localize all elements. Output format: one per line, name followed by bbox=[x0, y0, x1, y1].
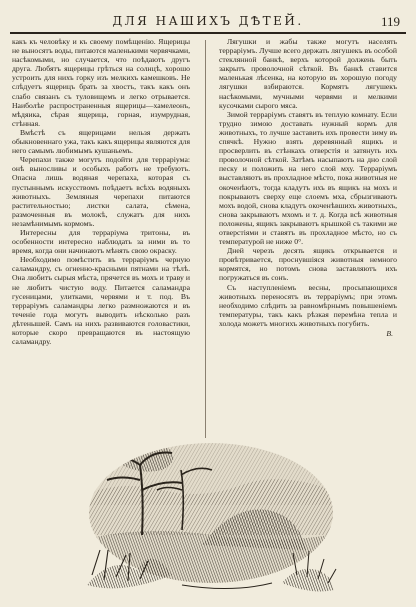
paragraph: какъ къ человѣку и къ своему помѣщенію. Ящерицы не выносятъ воды, питаются маленькими червячками, насѣкомыми, но случается, что поѣдаютъ другъ друга. Любятъ ящерицы грѣться на солнцѣ, хорошо устроить для нихъ горку изъ мелкихъ камешковъ. Не слѣдуетъ ящерицъ брать за хвостъ, такъ какъ онъ слабо связанъ съ туловищемъ и легко отрывается. Наиболѣе распространенныя ящерицы—хамелеонъ, мѣдяика, сѣрая ящерица, горная, изумрудная, стѣнная. bbox=[12, 37, 190, 128]
author-signature: В. bbox=[386, 329, 393, 338]
paragraph: Съ наступленіемъ весны, просыпающихся животныхъ переносятъ въ террарiумъ; при этомъ необходимо слѣдить за равномѣрнымъ повышеніемъ температуры, такъ какъ рѣзкая перемѣна тепла и холода можетъ многихъ животныхъ погубить. bbox=[219, 282, 397, 328]
page-number: 119 bbox=[380, 14, 400, 29]
column-divider bbox=[205, 40, 206, 438]
left-column bbox=[12, 37, 190, 438]
right-column bbox=[219, 37, 397, 413]
paragraph: Интересны для террарiума тритоны, въ особенности интересно наблюдать за ними въ то время, когда они начинаютъ мѣнять свою окраску. bbox=[12, 227, 190, 256]
header-rule bbox=[10, 32, 406, 34]
paragraph: Черепахи также могутъ подойти для террарiума: онѣ выносливы и особыхъ работъ не требуютъ. Опасна лишь водяная черепаха, которая съ пустыннымъ искусствомъ поѣдаетъ всѣхъ водяныхъ животныхъ. Земляныя черепахи питаются растительностью; листки салата, сѣмена, размоченныя въ молокѣ, служатъ для нихъ незамѣнимымъ кормомъ. bbox=[12, 155, 190, 228]
paragraph: Дней черезъ десять ящикъ открывается и провѣтривается, проснувшіяся животныя немного кормятся, но потомъ снова заставляютъ ихъ погружаться въ сонъ. bbox=[219, 246, 397, 283]
paragraph: Зимой террарiумъ ставятъ въ теплую комнату. Если трудно зимою доставать нужный кормъ для животныхъ, то лучше заставить ихъ провести зиму въ спячкѣ. Нужно взять деревянный ящикъ и просверлить въ стѣнкахъ отверстія и затянуть ихъ проволочной сѣткой. Затѣмъ насыпаютъ на дно слой песку и положить на него слой мху. Террарiумъ выставляютъ въ прохладное мѣсто, пока животныя не окоченѣютъ, тогда кладутъ ихъ въ ящикъ на мохъ и покрываютъ сверху еще слоемъ мха, сбрызгиваютъ мохъ водой, снова кладутъ окоченѣвшихъ животныхъ, снова закрываютъ мхомъ и т. д. Когда всѣ животныя положены, ящикъ закрываютъ крышкой съ такими же отверстіями и ставятъ въ прохладное мѣсто, но съ температурой не ниже 0°. bbox=[219, 109, 397, 247]
paragraph: Необходимо помѣстить въ террарiумъ черную саламандру, съ огненно-красными пятнами на тѣлѣ. Она любитъ сырыя мѣста, прячется въ мохъ и траву и не любитъ чистую воду. Питается саламандра гусеницами, улитками, червями и т. под. Въ террарiумъ саламандры легко размножаются и въ теченіе года могутъ выводить нѣсколько разъ дѣтенышей. Самъ на нихъ развиваются головастики, которые скоро превращаются въ настоящую саламандру. bbox=[12, 255, 190, 347]
landscape-engraving bbox=[82, 435, 340, 598]
paragraph: Вмѣстѣ съ ящерицами нельзя держать обыкновеннаго ужа, такъ какъ ящерицы являются для него самымъ любимымъ кушаньемъ. bbox=[12, 127, 190, 156]
page-header bbox=[10, 8, 406, 34]
running-title: ДЛЯ НАШИХЪ ДѢТЕЙ. bbox=[112, 14, 304, 28]
paragraph: Лягушки и жабы также могутъ населять террарiумъ. Лучше всего держать лягушекъ въ особой стеклянной банкѣ, верхъ которой должень быть закрытъ проволочной сѣткой. Въ банкѣ ставится маленькая лѣсенка, на которую въ хорошую погоду лягушки взбираются. Кормятъ лягушекъ насѣкомыми, мучными червями и мелкими кусочками сырого мяса. bbox=[219, 37, 397, 110]
